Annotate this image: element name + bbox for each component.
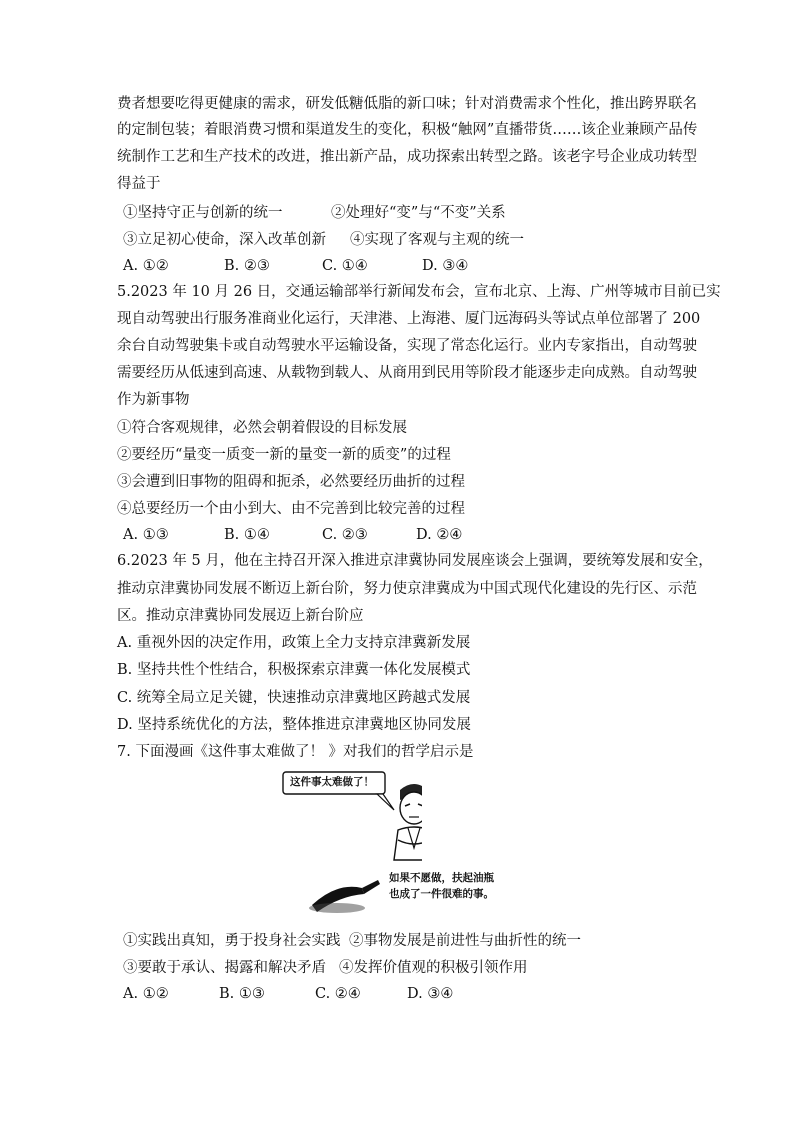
q5-stem-line-2: 现自动驾驶出行服务准商业化运行，天津港、上海港、厦门远海码头等试点单位部署了 200 [117, 311, 701, 327]
q7-choice-b: B. ①③ [219, 986, 265, 1002]
q4-choice-a: A. ①② [123, 258, 169, 274]
q5-item-1: ①符合客观规律，必然会朝着假设的目标发展 [117, 420, 407, 436]
q4-choice-b: B. ②③ [224, 258, 270, 274]
q5-item-3: ③会遭到旧事物的阻碍和扼杀，必然要经历曲折的过程 [117, 474, 465, 490]
q5-item-2: ②要经历“量变一质变一新的量变一新的质变”的过程 [117, 447, 451, 463]
q4-stem-line-4: 得益于 [117, 176, 161, 192]
q5-choice-c: C. ②③ [322, 527, 368, 543]
q7-item-4: ④发挥价值观的积极引领作用 [339, 960, 528, 976]
q5-stem-line-1: 5.2023 年 10 月 26 日，交通运输部举行新闻发布会，宣布北京、上海、广州等城市目前已实 [117, 284, 721, 300]
q5-stem-line-3: 余台自动驾驶集卡或自动驾驶水平运输设备，实现了常态化运行。业内专家指出，自动驾驶 [117, 338, 697, 354]
q6-stem-line-1: 6.2023 年 5 月，他在主持召开深入推进京津冀协同发展座谈会上强调，要统筹发展和安全， [117, 553, 713, 569]
q6-option-b: B. 坚持共性个性结合，积极探索京津冀一体化发展模式 [117, 662, 471, 678]
q6-option-a: A. 重视外因的决定作用，政策上全力支持京津冀新发展 [117, 635, 471, 651]
q7-stem: 7. 下面漫画《这件事太难做了！ 》对我们的哲学启示是 [117, 744, 474, 760]
cartoon-bubble-text: 这件事太难做了！ [290, 776, 374, 788]
cartoon-caption-line-1: 如果不愿做，扶起油瓶 [389, 872, 494, 884]
cartoon-caption [389, 870, 494, 902]
cartoon-caption-line-2: 也成了一件很难的事。 [389, 888, 494, 900]
q5-choice-b: B. ①④ [224, 527, 270, 543]
q6-stem-line-2: 推动京津冀协同发展不断迈上新台阶，努力使京津冀成为中国式现代化建设的先行区、示范 [117, 581, 697, 597]
q4-item-3: ③立足初心使命，深入改革创新 [123, 232, 326, 248]
q6-stem-line-3: 区。推动京津冀协同发展迈上新台阶应 [117, 608, 364, 624]
q4-stem-line-3: 统制作工艺和生产技术的改进，推出新产品，成功探索出转型之路。该老字号企业成功转型 [117, 149, 697, 165]
q7-choice-c: C. ②④ [315, 986, 361, 1002]
q7-item-2: ②事物发展是前进性与曲折性的统一 [349, 933, 581, 949]
q7-choice-d: D. ③④ [407, 986, 454, 1002]
q5-choice-d: D. ②④ [416, 527, 463, 543]
q4-choice-d: D. ③④ [422, 258, 469, 274]
q6-option-c: C. 统筹全局立足关键，快速推动京津冀地区跨越式发展 [117, 690, 471, 706]
q6-option-d: D. 坚持系统优化的方法，整体推进京津冀地区协同发展 [117, 717, 471, 733]
q5-stem-line-5: 作为新事物 [117, 392, 190, 408]
q5-stem-line-4: 需要经历从低速到高速、从载物到载人、从商用到民用等阶段才能逐步走向成熟。自动驾驶 [117, 365, 697, 381]
q4-item-2: ②处理好“变”与“不变”关系 [331, 205, 506, 221]
q7-item-1: ①实践出真知，勇于投身社会实践 [123, 933, 341, 949]
q4-item-1: ①坚持守正与创新的统一 [123, 205, 283, 221]
q7-item-3: ③要敢于承认、揭露和解决矛盾 [123, 960, 326, 976]
q4-stem-line-2: 的定制包装；着眼消费习惯和渠道发生的变化，积极“触网”直播带货……该企业兼顾产品传 [117, 122, 698, 138]
q7-choice-a: A. ①② [123, 986, 169, 1002]
q5-choice-a: A. ①③ [123, 527, 169, 543]
q4-stem-line-1: 费者想要吃得更健康的需求，研发低糖低脂的新口味；针对消费需求个性化，推出跨界联名 [117, 96, 697, 112]
q4-choice-c: C. ①④ [322, 258, 368, 274]
q4-item-4: ④实现了客观与主观的统一 [350, 232, 524, 248]
q5-item-4: ④总要经历一个由小到大、由不完善到比较完善的过程 [117, 501, 465, 517]
